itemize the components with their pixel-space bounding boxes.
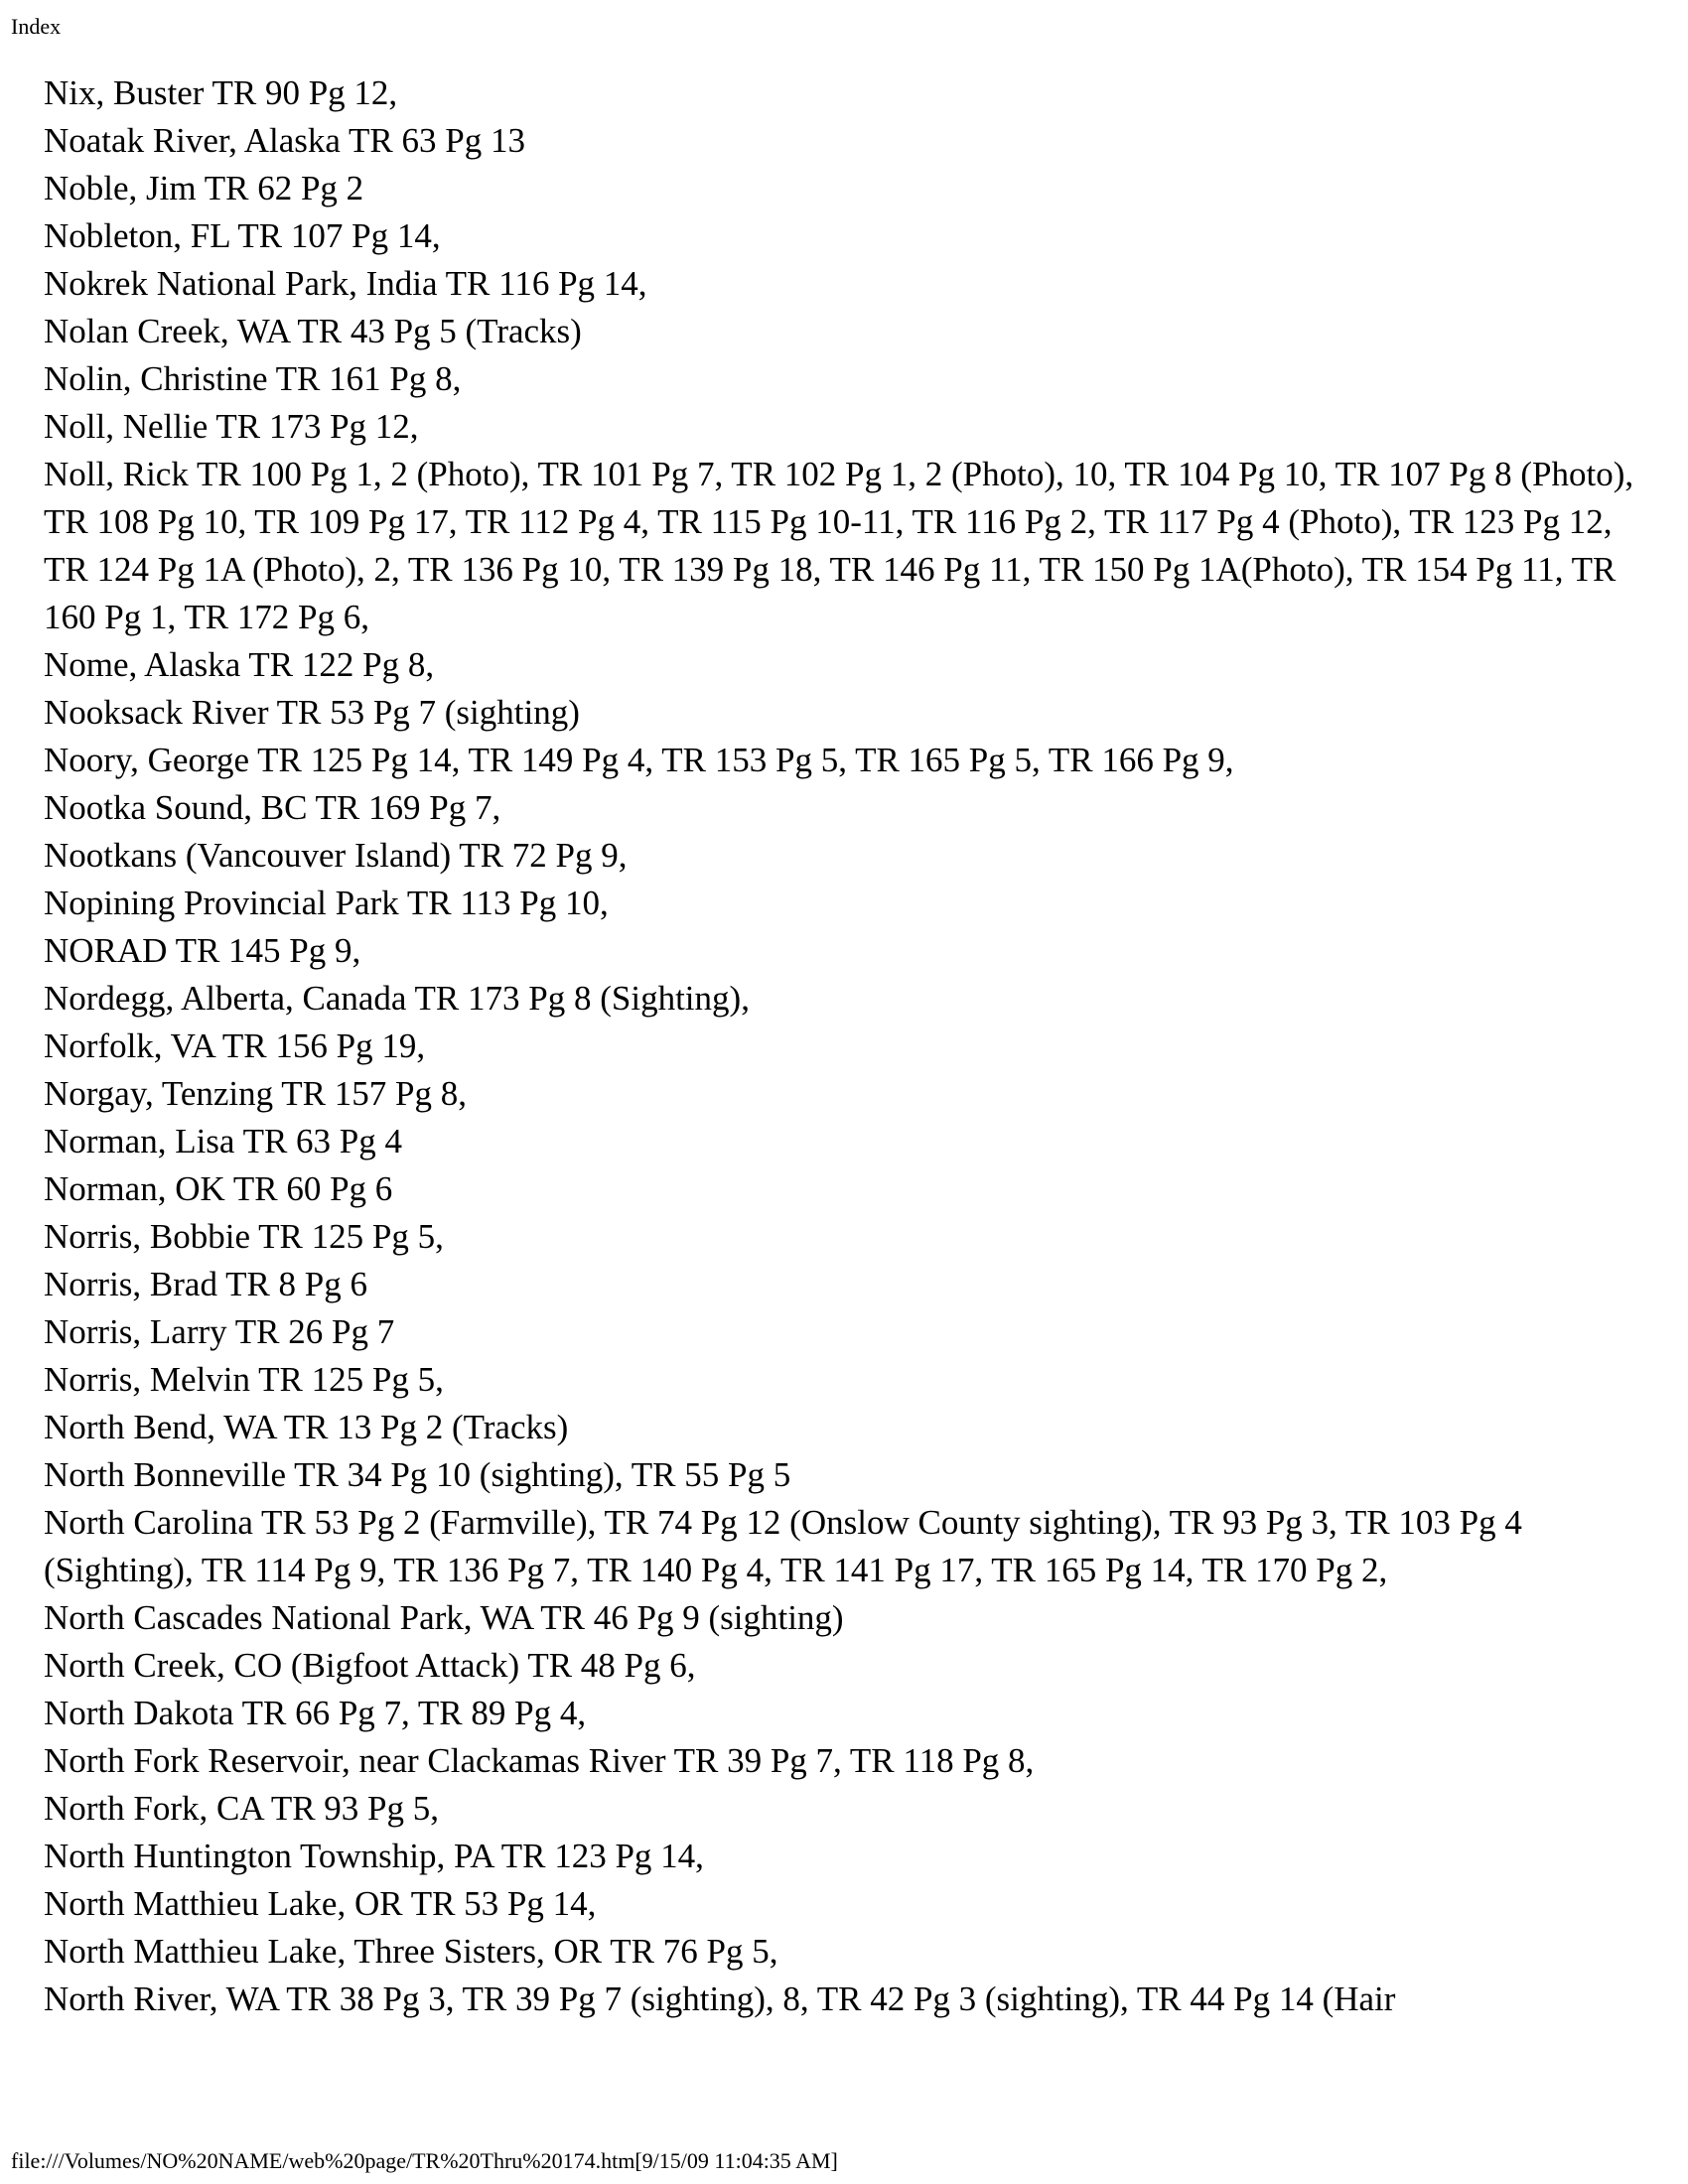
index-entry: Nome, Alaska TR 122 Pg 8, [44, 645, 435, 684]
index-entry: Nordegg, Alberta, Canada TR 173 Pg 8 (Sighting), [44, 979, 750, 1018]
index-entry: Nokrek National Park, India TR 116 Pg 14, [44, 264, 647, 303]
index-entry: Norris, Brad TR 8 Pg 6 [44, 1265, 368, 1303]
index-entry: NORAD TR 145 Pg 9, [44, 931, 361, 970]
index-entry: Nolin, Christine TR 161 Pg 8, [44, 359, 462, 398]
index-entry: North Creek, CO (Bigfoot Attack) TR 48 Pg 6, [44, 1646, 696, 1685]
index-entry: Nopining Provincial Park TR 113 Pg 10, [44, 884, 609, 922]
index-entry: North Fork, CA TR 93 Pg 5, [44, 1789, 440, 1828]
index-entry: Norman, Lisa TR 63 Pg 4 [44, 1122, 403, 1160]
index-entry: Norris, Melvin TR 125 Pg 5, [44, 1360, 444, 1399]
index-entry: Nobleton, FL TR 107 Pg 14, [44, 216, 441, 255]
index-entry: Norris, Bobbie TR 125 Pg 5, [44, 1217, 444, 1256]
index-entry: North Bend, WA TR 13 Pg 2 (Tracks) [44, 1408, 569, 1446]
index-entry: Noll, Rick TR 100 Pg 1, 2 (Photo), TR 101 Pg 7, TR 102 Pg 1, 2 (Photo), 10, TR 104 Pg 10, TR 107 Pg 8 (Photo), TR 108 Pg 10, TR 109 Pg 17, TR 112 Pg 4, TR 115 Pg 10-11, TR 116 Pg 2, TR 117 Pg 4 (Photo), TR 123 Pg 12, TR 124 Pg 1A (Photo), 2, TR 136 Pg 10, TR 139 Pg 18, TR 146 Pg 11, TR 150 Pg 1A(Photo), TR 154 Pg 11, TR 160 Pg 1, TR 172 Pg 6, [44, 455, 1634, 636]
index-entry: Nooksack River TR 53 Pg 7 (sighting) [44, 693, 580, 732]
index-entry: North River, WA TR 38 Pg 3, TR 39 Pg 7 (sighting), 8, TR 42 Pg 3 (sighting), TR 44 Pg 14 (Hair [44, 1979, 1396, 2018]
index-entry: Nootka Sound, BC TR 169 Pg 7, [44, 788, 501, 827]
index-entry: Noll, Nellie TR 173 Pg 12, [44, 407, 419, 446]
index-entry: Norris, Larry TR 26 Pg 7 [44, 1312, 395, 1351]
index-entry: North Cascades National Park, WA TR 46 Pg 9 (sighting) [44, 1598, 844, 1637]
index-entry: Nootkans (Vancouver Island) TR 72 Pg 9, [44, 836, 628, 875]
index-entry: Noble, Jim TR 62 Pg 2 [44, 169, 364, 207]
index-entry: Noatak River, Alaska TR 63 Pg 13 [44, 121, 525, 160]
index-entry: Norfolk, VA TR 156 Pg 19, [44, 1026, 426, 1065]
index-entry: North Matthieu Lake, OR TR 53 Pg 14, [44, 1884, 597, 1923]
index-entry: Norman, OK TR 60 Pg 6 [44, 1169, 393, 1208]
index-entry: North Fork Reservoir, near Clackamas River TR 39 Pg 7, TR 118 Pg 8, [44, 1741, 1035, 1780]
page-header-title: Index [11, 14, 62, 39]
index-entry: North Huntington Township, PA TR 123 Pg 14, [44, 1837, 704, 1875]
index-entry: Nolan Creek, WA TR 43 Pg 5 (Tracks) [44, 312, 582, 350]
index-entry-list [44, 69, 1652, 2023]
index-entry: North Dakota TR 66 Pg 7, TR 89 Pg 4, [44, 1694, 587, 1732]
index-entry: North Bonneville TR 34 Pg 10 (sighting), TR 55 Pg 5 [44, 1455, 791, 1494]
index-entry: Noory, George TR 125 Pg 14, TR 149 Pg 4, TR 153 Pg 5, TR 165 Pg 5, TR 166 Pg 9, [44, 741, 1234, 779]
index-entry: Nix, Buster TR 90 Pg 12, [44, 73, 398, 112]
page-footer-url: file:///Volumes/NO%20NAME/web%20page/TR%20Thru%20174.htm[9/15/09 11:04:35 AM] [11, 2148, 838, 2173]
index-entry: North Carolina TR 53 Pg 2 (Farmville), TR 74 Pg 12 (Onslow County sighting), TR 93 Pg 3, TR 103 Pg 4 (Sighting), TR 114 Pg 9, TR 136 Pg 7, TR 140 Pg 4, TR 141 Pg 17, TR 165 Pg 14, TR 170 Pg 2, [44, 1503, 1522, 1589]
index-entry: North Matthieu Lake, Three Sisters, OR TR 76 Pg 5, [44, 1932, 778, 1971]
index-entry: Norgay, Tenzing TR 157 Pg 8, [44, 1074, 467, 1113]
